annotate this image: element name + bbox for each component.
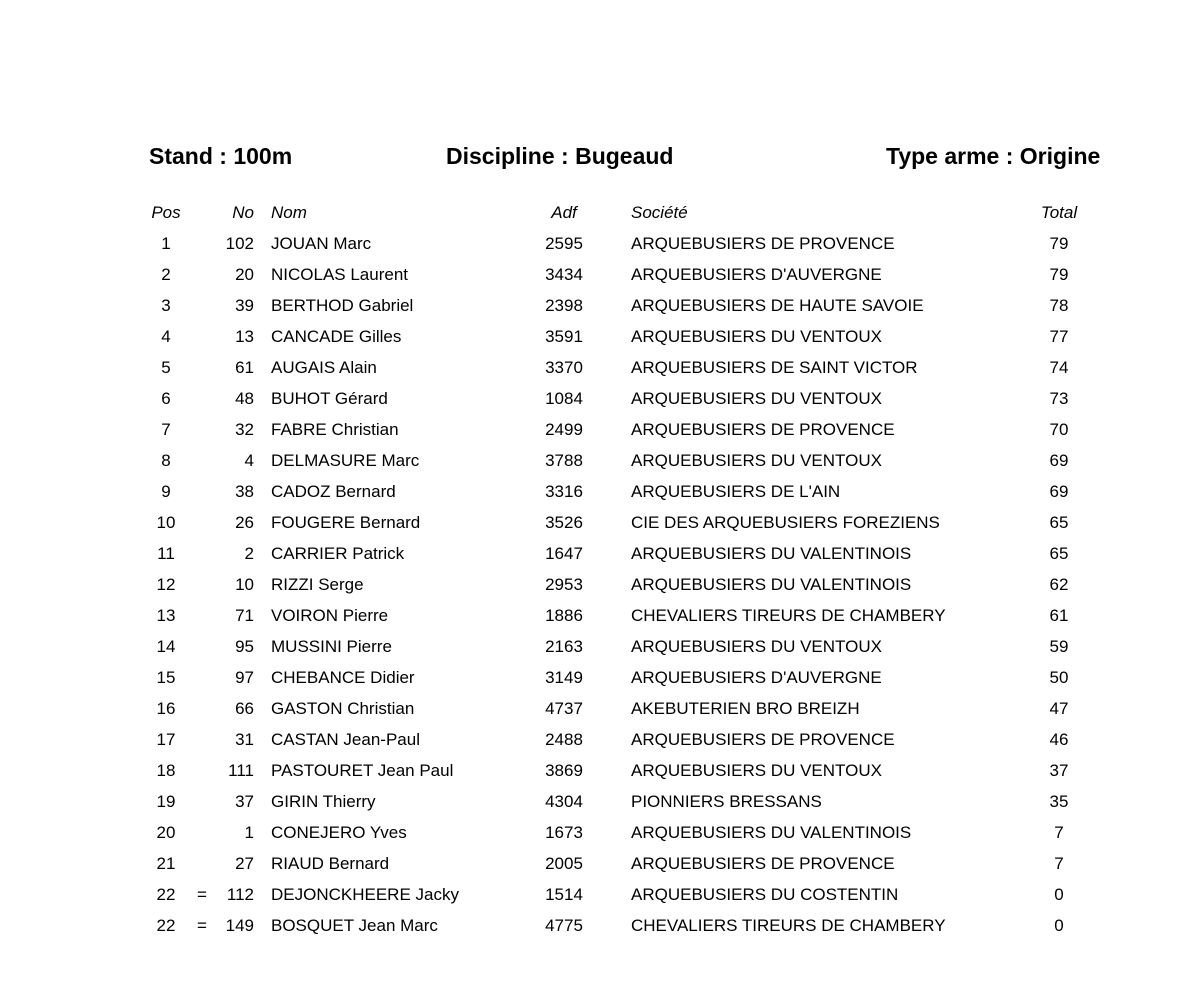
- cell-no: 39: [235, 296, 254, 315]
- cell-no: 4: [244, 451, 254, 470]
- cell-nom: PASTOURET Jean Paul: [271, 761, 454, 780]
- cell-no: 48: [235, 389, 254, 408]
- table-row: [0, 848, 1190, 879]
- column-header-total: Total: [1040, 203, 1078, 222]
- cell-nom: FOUGERE Bernard: [271, 513, 421, 532]
- cell-societe: ARQUEBUSIERS DU VENTOUX: [631, 389, 882, 408]
- cell-nom: BERTHOD Gabriel: [271, 296, 414, 315]
- cell-pos: 15: [156, 668, 176, 687]
- cell-no: 66: [235, 699, 254, 718]
- cell-societe: ARQUEBUSIERS DU VENTOUX: [631, 451, 882, 470]
- cell-societe: ARQUEBUSIERS DE PROVENCE: [631, 730, 895, 749]
- cell-nom: RIZZI Serge: [271, 575, 364, 594]
- cell-no: 71: [235, 606, 254, 625]
- cell-nom: MUSSINI Pierre: [271, 637, 392, 656]
- column-header-societe: Société: [631, 203, 688, 222]
- table-row: [0, 631, 1190, 662]
- cell-pos: 16: [156, 699, 176, 718]
- cell-total: 65: [1049, 544, 1069, 563]
- cell-nom: VOIRON Pierre: [271, 606, 389, 625]
- weapon-type-title: Type arme : Origine: [886, 143, 1101, 169]
- cell-pos: 11: [157, 544, 175, 563]
- column-header-nom: Nom: [271, 203, 307, 222]
- cell-societe: ARQUEBUSIERS DE HAUTE SAVOIE: [631, 296, 924, 315]
- cell-adf: 3591: [545, 327, 583, 346]
- table-row: [0, 259, 1190, 290]
- cell-no: 97: [235, 668, 254, 687]
- cell-adf: 3149: [545, 668, 583, 687]
- cell-societe: ARQUEBUSIERS DE SAINT VICTOR: [631, 358, 918, 377]
- cell-total: 61: [1049, 606, 1069, 625]
- cell-total: 7: [1054, 823, 1064, 842]
- cell-total: 59: [1049, 637, 1069, 656]
- cell-nom: CADOZ Bernard: [271, 482, 396, 501]
- cell-total: 69: [1049, 451, 1069, 470]
- cell-total: 70: [1049, 420, 1069, 439]
- cell-no: 20: [235, 265, 254, 284]
- cell-societe: ARQUEBUSIERS DU VALENTINOIS: [631, 823, 912, 842]
- cell-adf: 4737: [545, 699, 583, 718]
- cell-nom: CHEBANCE Didier: [271, 668, 415, 687]
- table-row: [0, 600, 1190, 631]
- cell-total: 78: [1049, 296, 1069, 315]
- cell-societe: ARQUEBUSIERS D'AUVERGNE: [631, 668, 882, 687]
- cell-no: 102: [225, 234, 254, 253]
- cell-nom: NICOLAS Laurent: [271, 265, 409, 284]
- cell-pos: 9: [161, 482, 171, 501]
- cell-adf: 1514: [545, 885, 583, 904]
- cell-no: 10: [235, 575, 254, 594]
- results-table: [0, 197, 1190, 941]
- cell-no: 38: [235, 482, 254, 501]
- cell-total: 79: [1049, 234, 1069, 253]
- table-row: [0, 476, 1190, 507]
- cell-total: 73: [1049, 389, 1069, 408]
- cell-no: 112: [226, 885, 254, 904]
- stand-title: Stand : 100m: [149, 143, 293, 169]
- cell-nom: BOSQUET Jean Marc: [271, 916, 438, 935]
- cell-adf: 2499: [545, 420, 583, 439]
- cell-nom: CANCADE Gilles: [271, 327, 402, 346]
- cell-total: 65: [1049, 513, 1069, 532]
- table-row: [0, 786, 1190, 817]
- cell-nom: DEJONCKHEERE Jacky: [271, 885, 459, 904]
- cell-adf: 3316: [545, 482, 583, 501]
- column-header-adf: Adf: [551, 203, 577, 222]
- cell-pos: 18: [156, 761, 176, 780]
- cell-pos: 14: [156, 637, 176, 656]
- cell-pos: 22: [156, 885, 176, 904]
- cell-adf: 2488: [545, 730, 583, 749]
- cell-total: 0: [1054, 916, 1064, 935]
- cell-total: 62: [1049, 575, 1069, 594]
- cell-total: 47: [1049, 699, 1069, 718]
- table-row: [0, 755, 1190, 786]
- cell-societe: ARQUEBUSIERS DE PROVENCE: [631, 854, 895, 873]
- table-row: [0, 228, 1190, 259]
- cell-pos: 13: [156, 606, 176, 625]
- cell-societe: AKEBUTERIEN BRO BREIZH: [631, 699, 860, 718]
- cell-no: 32: [235, 420, 254, 439]
- cell-adf: 2595: [545, 234, 583, 253]
- cell-total: 35: [1049, 792, 1069, 811]
- cell-pos: 1: [161, 234, 171, 253]
- cell-total: 7: [1054, 854, 1064, 873]
- cell-nom: GASTON Christian: [271, 699, 415, 718]
- table-row: [0, 724, 1190, 755]
- table-row: [0, 507, 1190, 538]
- table-row: [0, 352, 1190, 383]
- cell-adf: 3788: [545, 451, 583, 470]
- cell-adf: 2398: [545, 296, 583, 315]
- cell-nom: RIAUD Bernard: [271, 854, 390, 873]
- cell-no: 2: [244, 544, 254, 563]
- cell-tie-marker: =: [197, 916, 207, 935]
- cell-pos: 17: [156, 730, 176, 749]
- cell-societe: CIE DES ARQUEBUSIERS FOREZIENS: [631, 513, 940, 532]
- cell-total: 46: [1049, 730, 1069, 749]
- cell-adf: 1647: [545, 544, 583, 563]
- cell-total: 69: [1049, 482, 1069, 501]
- cell-no: 27: [235, 854, 254, 873]
- cell-total: 79: [1049, 265, 1069, 284]
- column-header-pos: Pos: [151, 203, 181, 222]
- table-row: [0, 693, 1190, 724]
- cell-societe: PIONNIERS BRESSANS: [631, 792, 822, 811]
- cell-adf: 3869: [545, 761, 583, 780]
- cell-adf: 3434: [545, 265, 583, 284]
- discipline-title: Discipline : Bugeaud: [446, 143, 674, 169]
- cell-pos: 12: [156, 575, 176, 594]
- table-row: [0, 910, 1190, 941]
- cell-adf: 1084: [545, 389, 583, 408]
- cell-pos: 22: [156, 916, 176, 935]
- cell-nom: CARRIER Patrick: [271, 544, 405, 563]
- cell-no: 26: [235, 513, 254, 532]
- table-row: [0, 321, 1190, 352]
- cell-nom: AUGAIS Alain: [271, 358, 377, 377]
- table-row: [0, 414, 1190, 445]
- cell-pos: 10: [156, 513, 176, 532]
- cell-pos: 20: [156, 823, 176, 842]
- cell-adf: 1673: [545, 823, 583, 842]
- cell-no: 149: [225, 916, 254, 935]
- cell-adf: 2953: [545, 575, 583, 594]
- cell-adf: 4304: [545, 792, 583, 811]
- cell-tie-marker: =: [197, 885, 207, 904]
- cell-no: 111: [228, 761, 254, 780]
- cell-pos: 8: [161, 451, 171, 470]
- cell-pos: 4: [161, 327, 171, 346]
- cell-no: 13: [235, 327, 254, 346]
- cell-pos: 6: [161, 389, 171, 408]
- cell-societe: ARQUEBUSIERS DU VENTOUX: [631, 761, 882, 780]
- cell-nom: DELMASURE Marc: [271, 451, 420, 470]
- cell-societe: ARQUEBUSIERS DE PROVENCE: [631, 234, 895, 253]
- cell-nom: JOUAN Marc: [271, 234, 372, 253]
- table-row: [0, 538, 1190, 569]
- table-row: [0, 817, 1190, 848]
- cell-adf: 3526: [545, 513, 583, 532]
- cell-nom: FABRE Christian: [271, 420, 399, 439]
- cell-no: 1: [244, 823, 254, 842]
- cell-societe: ARQUEBUSIERS DU COSTENTIN: [631, 885, 899, 904]
- cell-pos: 3: [161, 296, 171, 315]
- cell-societe: ARQUEBUSIERS DU VALENTINOIS: [631, 575, 912, 594]
- cell-no: 95: [235, 637, 254, 656]
- cell-societe: CHEVALIERS TIREURS DE CHAMBERY: [631, 916, 946, 935]
- cell-pos: 7: [161, 420, 171, 439]
- cell-societe: ARQUEBUSIERS DU VENTOUX: [631, 327, 882, 346]
- cell-societe: CHEVALIERS TIREURS DE CHAMBERY: [631, 606, 946, 625]
- cell-adf: 1886: [545, 606, 583, 625]
- cell-pos: 21: [156, 854, 176, 873]
- cell-adf: 2005: [545, 854, 583, 873]
- cell-no: 61: [235, 358, 254, 377]
- table-row: [0, 569, 1190, 600]
- cell-societe: ARQUEBUSIERS DE PROVENCE: [631, 420, 895, 439]
- cell-nom: GIRIN Thierry: [271, 792, 376, 811]
- cell-pos: 2: [161, 265, 171, 284]
- table-row: [0, 662, 1190, 693]
- cell-nom: CONEJERO Yves: [271, 823, 407, 842]
- cell-adf: 3370: [545, 358, 583, 377]
- cell-pos: 19: [156, 792, 176, 811]
- cell-total: 37: [1049, 761, 1069, 780]
- cell-total: 50: [1049, 668, 1069, 687]
- cell-nom: BUHOT Gérard: [271, 389, 388, 408]
- cell-societe: ARQUEBUSIERS DU VALENTINOIS: [631, 544, 912, 563]
- table-header-row: [0, 197, 1190, 228]
- cell-pos: 5: [161, 358, 171, 377]
- cell-total: 0: [1054, 885, 1064, 904]
- cell-total: 77: [1049, 327, 1069, 346]
- table-row: [0, 879, 1190, 910]
- cell-societe: ARQUEBUSIERS DE L'AIN: [631, 482, 841, 501]
- table-body: [0, 228, 1190, 941]
- cell-no: 31: [235, 730, 254, 749]
- cell-societe: ARQUEBUSIERS DU VENTOUX: [631, 637, 882, 656]
- cell-nom: CASTAN Jean-Paul: [271, 730, 420, 749]
- table-row: [0, 383, 1190, 414]
- cell-no: 37: [235, 792, 254, 811]
- table-row: [0, 445, 1190, 476]
- cell-societe: ARQUEBUSIERS D'AUVERGNE: [631, 265, 882, 284]
- column-header-no: No: [232, 203, 254, 222]
- cell-total: 74: [1049, 358, 1069, 377]
- cell-adf: 4775: [545, 916, 583, 935]
- table-row: [0, 290, 1190, 321]
- cell-adf: 2163: [545, 637, 583, 656]
